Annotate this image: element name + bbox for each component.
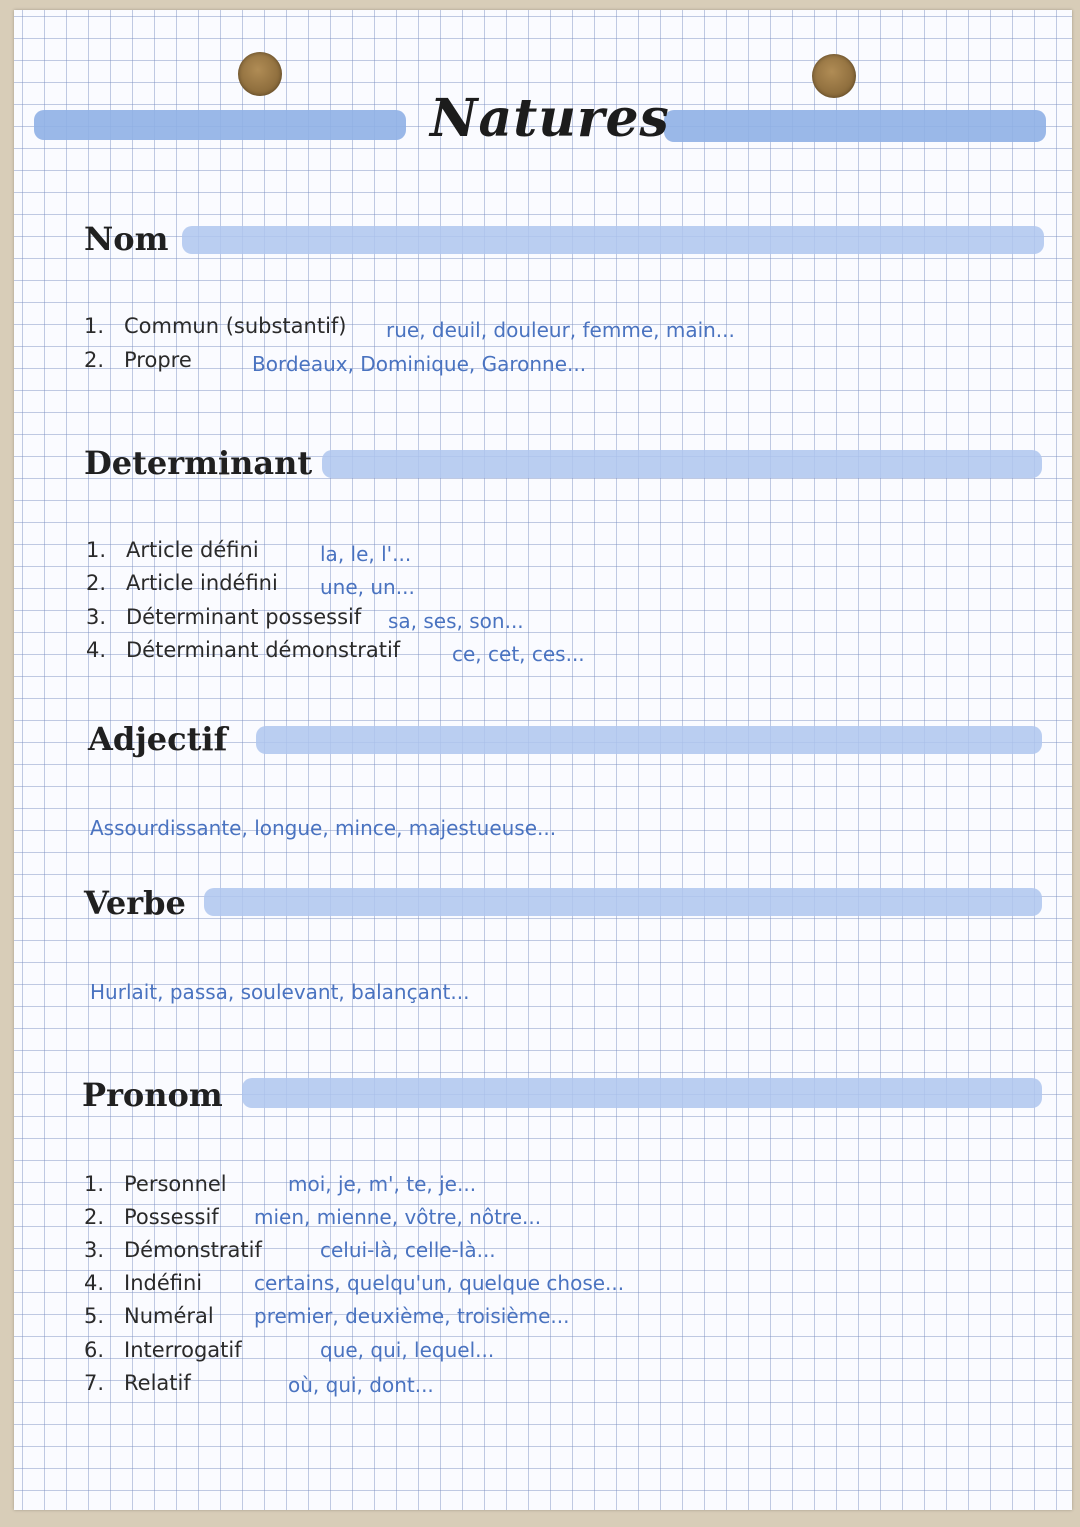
section-highlight-determinant bbox=[322, 450, 1042, 478]
determinant-item-4-number: 4. bbox=[86, 638, 107, 662]
punch-hole-left bbox=[238, 52, 282, 96]
determinant-item-1-label: Article défini bbox=[126, 538, 259, 562]
section-highlight-adjectif bbox=[256, 726, 1042, 754]
determinant-item-1-number: 1. bbox=[86, 538, 107, 562]
determinant-item-3-examples: sa, ses, son... bbox=[388, 609, 524, 633]
section-highlight-verbe bbox=[204, 888, 1042, 916]
determinant-item-2-label: Article indéfini bbox=[126, 571, 278, 595]
pronom-item-2-label: Possessif bbox=[124, 1205, 219, 1229]
determinant-item-2-number: 2. bbox=[86, 571, 107, 595]
pronom-item-7-label: Relatif bbox=[124, 1371, 191, 1395]
pronom-item-7-number: 7. bbox=[84, 1371, 105, 1395]
pronom-item-4-number: 4. bbox=[84, 1271, 105, 1295]
section-highlight-pronom bbox=[242, 1078, 1042, 1108]
nom-item-2-examples: Bordeaux, Dominique, Garonne... bbox=[252, 352, 587, 376]
nom-item-1-number: 1. bbox=[84, 314, 105, 338]
determinant-item-1-examples: la, le, l'... bbox=[320, 542, 412, 566]
pronom-item-1-examples: moi, je, m', te, je... bbox=[288, 1172, 477, 1196]
section-heading-determinant: Determinant bbox=[84, 444, 313, 482]
determinant-item-4-label: Déterminant démonstratif bbox=[126, 638, 401, 662]
section-highlight-nom bbox=[182, 226, 1044, 254]
pronom-item-2-examples: mien, mienne, vôtre, nôtre... bbox=[254, 1205, 542, 1229]
pronom-item-6-examples: que, qui, lequel... bbox=[320, 1338, 495, 1362]
verbe-examples: Hurlait, passa, soulevant, balançant... bbox=[90, 980, 470, 1004]
section-heading-pronom: Pronom bbox=[82, 1076, 223, 1114]
determinant-item-4-examples: ce, cet, ces... bbox=[452, 642, 585, 666]
pronom-item-3-examples: celui-là, celle-là... bbox=[320, 1238, 496, 1262]
section-heading-nom: Nom bbox=[84, 220, 169, 258]
determinant-item-3-number: 3. bbox=[86, 605, 107, 629]
pronom-item-1-label: Personnel bbox=[124, 1172, 227, 1196]
page-title: Natures bbox=[430, 88, 670, 149]
determinant-item-3-label: Déterminant possessif bbox=[126, 605, 362, 629]
title-highlight-left bbox=[34, 110, 406, 140]
adjectif-examples: Assourdissante, longue, mince, majestueuse... bbox=[90, 816, 557, 840]
pronom-item-5-number: 5. bbox=[84, 1304, 105, 1328]
title-highlight-right bbox=[664, 110, 1046, 142]
nom-item-1-label: Commun (substantif) bbox=[124, 314, 347, 338]
pronom-item-4-examples: certains, quelqu'un, quelque chose... bbox=[254, 1271, 625, 1295]
determinant-item-2-examples: une, un... bbox=[320, 575, 415, 599]
pronom-item-3-number: 3. bbox=[84, 1238, 105, 1262]
section-heading-verbe: Verbe bbox=[84, 884, 186, 922]
pronom-item-4-label: Indéfini bbox=[124, 1271, 203, 1295]
pronom-item-1-number: 1. bbox=[84, 1172, 105, 1196]
pronom-item-7-examples: où, qui, dont... bbox=[288, 1373, 434, 1397]
pronom-item-5-label: Numéral bbox=[124, 1304, 214, 1328]
pronom-item-5-examples: premier, deuxième, troisième... bbox=[254, 1304, 570, 1328]
pronom-item-6-number: 6. bbox=[84, 1338, 105, 1362]
nom-item-1-examples: rue, deuil, douleur, femme, main... bbox=[386, 318, 735, 342]
pronom-item-6-label: Interrogatif bbox=[124, 1338, 242, 1362]
nom-item-2-label: Propre bbox=[124, 348, 192, 372]
pronom-item-2-number: 2. bbox=[84, 1205, 105, 1229]
punch-hole-right bbox=[812, 54, 856, 98]
section-heading-adjectif: Adjectif bbox=[88, 720, 228, 758]
nom-item-2-number: 2. bbox=[84, 348, 105, 372]
pronom-item-3-label: Démonstratif bbox=[124, 1238, 262, 1262]
